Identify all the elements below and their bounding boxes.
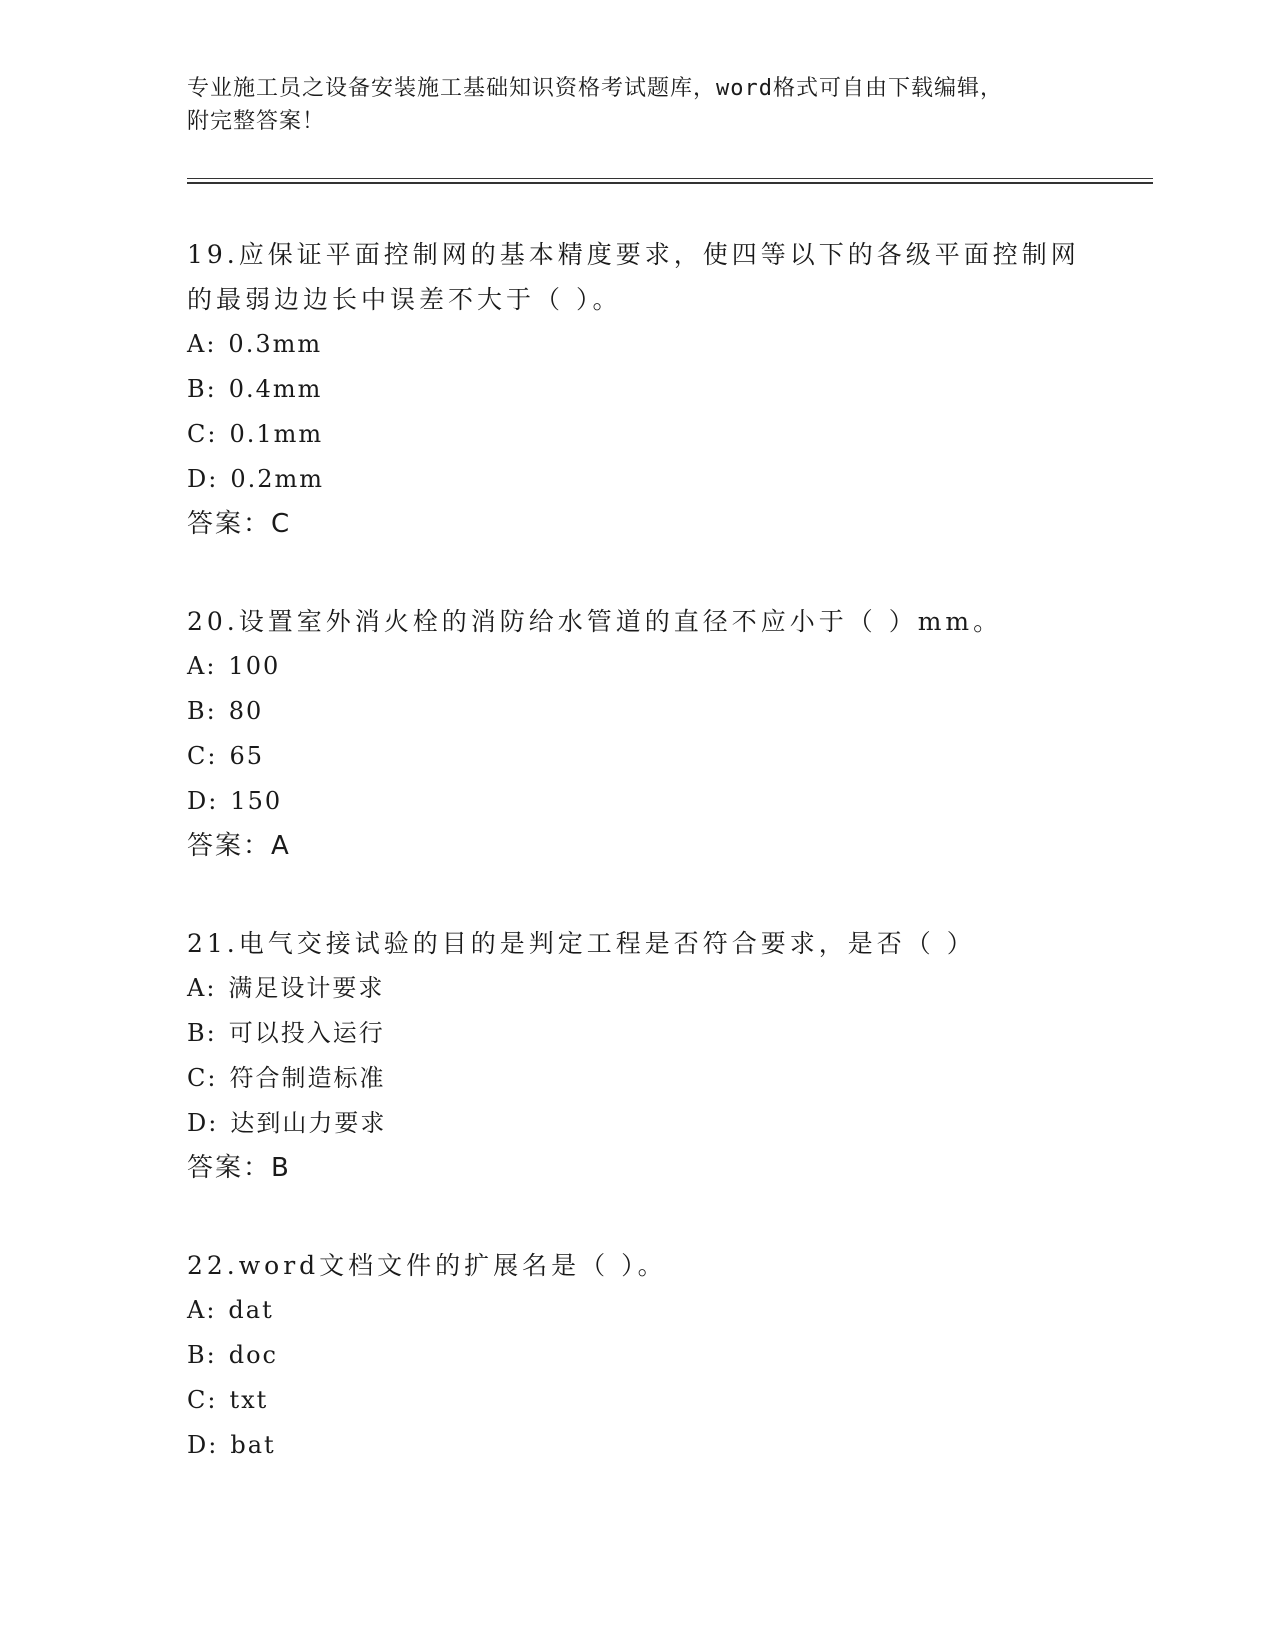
question-stem-line: 19.应保证平面控制网的基本精度要求，使四等以下的各级平面控制网 <box>187 240 1080 269</box>
option-b <box>187 689 1087 734</box>
option-text: 150 <box>230 787 283 815</box>
answer-text: 答案：A <box>187 831 291 861</box>
question-19 <box>187 232 1087 547</box>
option-label: D: <box>187 465 219 493</box>
option-label: A: <box>187 1296 217 1324</box>
option-text: 100 <box>228 652 281 680</box>
option-text: 达到山力要求 <box>230 1109 387 1137</box>
option-text: bat <box>230 1431 276 1459</box>
option-d <box>187 1423 1087 1468</box>
option-label: D: <box>187 787 219 815</box>
question-list <box>187 232 1087 1520</box>
question-stem <box>187 1243 1087 1288</box>
option-label: A: <box>187 330 217 358</box>
header-line-2: 附完整答案！ <box>187 109 326 134</box>
question-stem-line: 20.设置室外消火栓的消防给水管道的直径不应小于（ ）mm。 <box>187 607 1003 636</box>
option-label: B: <box>187 1019 217 1047</box>
header-line-1: 专业施工员之设备安装施工基础知识资格考试题库，word格式可自由下载编辑， <box>187 76 1003 101</box>
option-b <box>187 1011 1087 1056</box>
option-c <box>187 1378 1087 1423</box>
option-a <box>187 322 1087 367</box>
option-label: B: <box>187 375 217 403</box>
option-b <box>187 1333 1087 1378</box>
option-text: 0.3mm <box>228 330 323 358</box>
option-d <box>187 457 1087 502</box>
option-d <box>187 779 1087 824</box>
document-header <box>187 72 1087 138</box>
option-label: D: <box>187 1109 219 1137</box>
option-text: 80 <box>228 697 264 725</box>
option-b <box>187 367 1087 412</box>
option-text: 0.4mm <box>228 375 323 403</box>
option-c <box>187 734 1087 779</box>
question-20 <box>187 599 1087 869</box>
question-stem <box>187 921 1087 966</box>
option-text: doc <box>228 1341 278 1369</box>
answer-text: 答案：B <box>187 1153 291 1183</box>
option-text: 65 <box>229 742 264 770</box>
option-c <box>187 1056 1087 1101</box>
option-a <box>187 966 1087 1011</box>
option-text: txt <box>229 1386 269 1414</box>
option-label: A: <box>187 974 217 1002</box>
option-label: C: <box>187 742 218 770</box>
option-d <box>187 1101 1087 1146</box>
option-label: D: <box>187 1431 219 1459</box>
option-text: 符合制造标准 <box>229 1064 386 1092</box>
answer-text: 答案：C <box>187 509 292 539</box>
option-text: dat <box>228 1296 274 1324</box>
option-label: A: <box>187 652 217 680</box>
question-22 <box>187 1243 1087 1468</box>
question-stem <box>187 232 1087 322</box>
question-stem-line: 的最弱边边长中误差不大于（ ）。 <box>187 285 622 314</box>
option-text: 满足设计要求 <box>228 974 385 1002</box>
option-label: C: <box>187 1064 218 1092</box>
option-a <box>187 644 1087 689</box>
option-text: 0.2mm <box>230 465 325 493</box>
option-label: B: <box>187 697 217 725</box>
question-stem-line: 22.word文档文件的扩展名是（ ）。 <box>187 1251 667 1280</box>
option-text: 可以投入运行 <box>228 1019 385 1047</box>
option-a <box>187 1288 1087 1333</box>
question-21 <box>187 921 1087 1191</box>
option-c <box>187 412 1087 457</box>
header-divider <box>187 178 1153 184</box>
option-label: C: <box>187 420 218 448</box>
question-stem <box>187 599 1087 644</box>
option-label: C: <box>187 1386 218 1414</box>
question-stem-line: 21.电气交接试验的目的是判定工程是否符合要求，是否（ ） <box>187 929 976 958</box>
option-label: B: <box>187 1341 217 1369</box>
option-text: 0.1mm <box>229 420 324 448</box>
